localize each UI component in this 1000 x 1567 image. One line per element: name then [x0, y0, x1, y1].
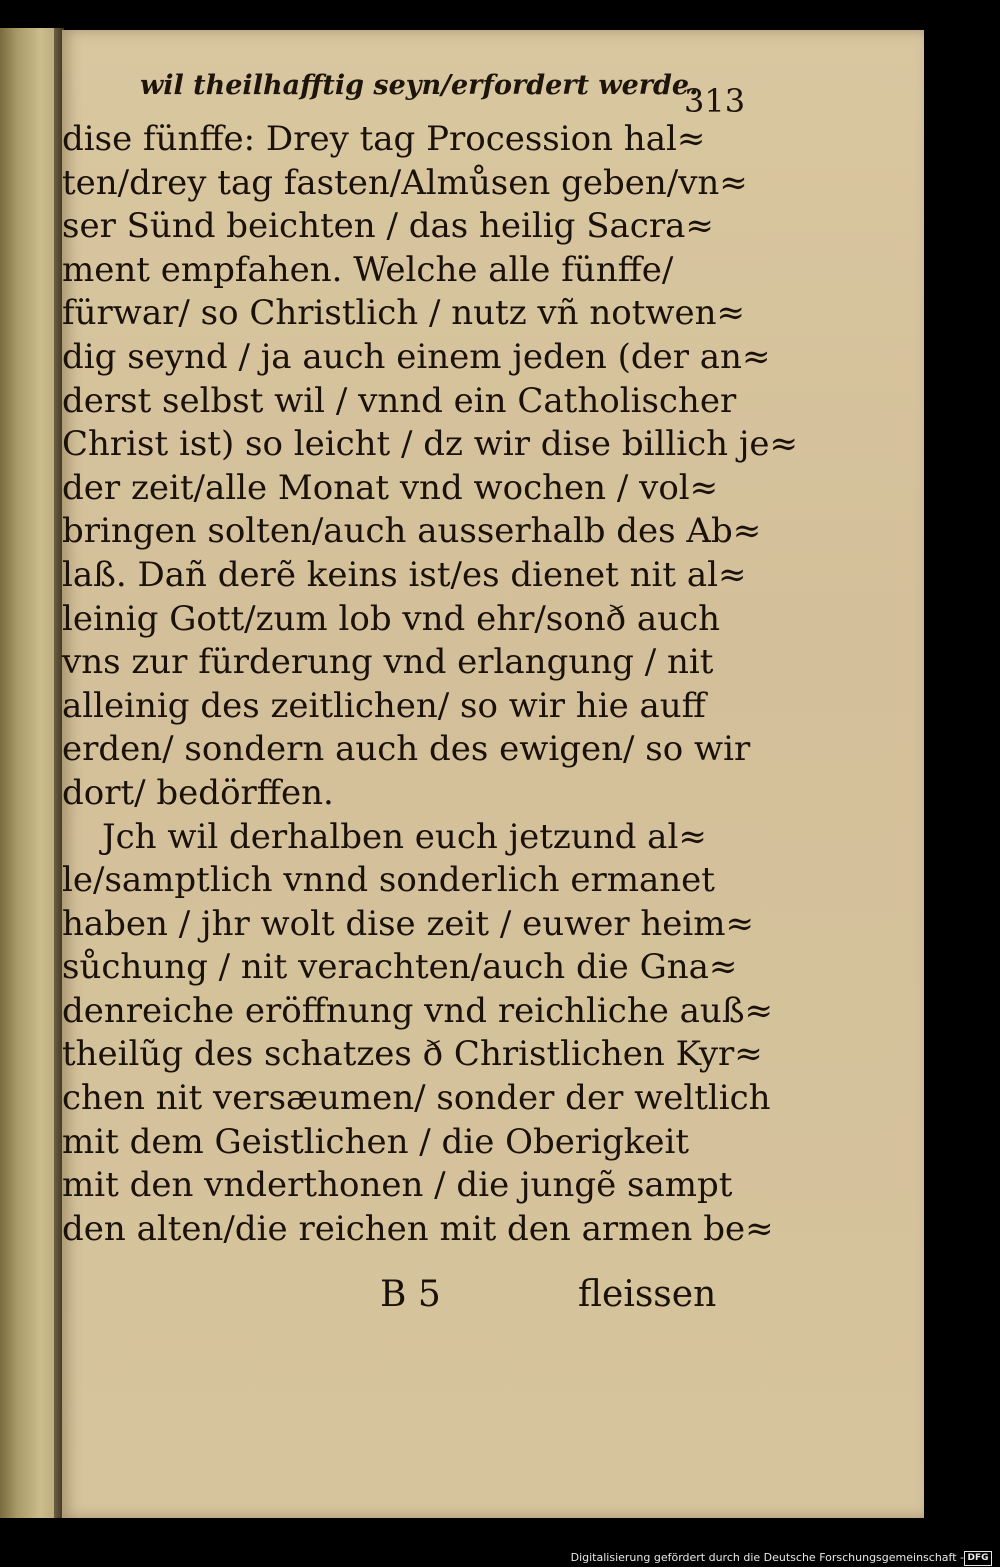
- text-line: ten/drey tag fasten/Almůsen geben/vn≈: [62, 162, 748, 203]
- text-line: le/samptlich vnnd sonderlich ermanet: [62, 860, 715, 901]
- text-line: Christ ist) so leicht / dz wir dise billich je≈: [62, 424, 798, 465]
- text-line: sůchung / nit verachten/auch die Gna≈: [62, 947, 738, 988]
- dfg-logo-icon: DFG: [964, 1551, 992, 1566]
- text-line: Jch wil derhalben euch jetzund al≈: [102, 816, 707, 857]
- text-line: mit den vnderthonen / die jungẽ sampt: [62, 1165, 733, 1206]
- text-line: alleinig des zeitlichen/ so wir hie auff: [62, 685, 706, 726]
- text-line: den alten/die reichen mit den armen be≈: [62, 1208, 774, 1249]
- text-line: erden/ sondern auch des ewigen/ so wir: [62, 729, 751, 770]
- text-line: denreiche eröffnung vnd reichliche auß≈: [62, 990, 774, 1031]
- catchword: fleissen: [578, 1274, 717, 1315]
- text-line: ser Sünd beichten / das heilig Sacra≈: [62, 206, 714, 247]
- text-line: mit dem Geistlichen / die Oberigkeit: [62, 1121, 690, 1162]
- text-line: leinig Gott/zum lob vnd ehr/sonð auch: [62, 598, 721, 639]
- text-line: theilũg des schatzes ð Christlichen Kyr≈: [62, 1034, 763, 1075]
- text-line: dise fünffe: Drey tag Procession hal≈: [62, 119, 706, 159]
- text-line: fürwar/ so Christlich / nutz vñ notwen≈: [62, 293, 745, 334]
- running-head: wil theilhafftig seyn/erfordert werde.: [140, 70, 699, 101]
- text-line: dort/ bedörffen.: [62, 772, 334, 813]
- text-line: vns zur fürderung vnd erlangung / nit: [62, 642, 714, 683]
- left-page-edge: [0, 28, 58, 1518]
- text-line: dig seynd / ja auch einem jeden (der an≈: [62, 336, 771, 377]
- text-line: bringen solten/auch ausserhalb des Ab≈: [62, 511, 762, 552]
- text-line: laß. Dañ derẽ keins ist/es dienet nit al≈: [62, 554, 747, 595]
- text-line: haben / jhr wolt dise zeit / euwer heim≈: [62, 903, 755, 944]
- page-number: 313: [684, 82, 746, 120]
- text-line: chen nit versæumen/ sonder der weltlich: [62, 1078, 771, 1119]
- signature-mark: B 5: [380, 1274, 441, 1315]
- footer-credit: Digitalisierung gefördert durch die Deutsche Forschungsgemeinschaft -: [570, 1551, 964, 1564]
- text-line: ment empfahen. Welche alle fünffe/: [62, 249, 674, 290]
- text-line: der zeit/alle Monat vnd wochen / vol≈: [62, 467, 719, 508]
- text-line: derst selbst wil / vnnd ein Catholischer: [62, 380, 737, 421]
- body-text: [62, 118, 798, 1251]
